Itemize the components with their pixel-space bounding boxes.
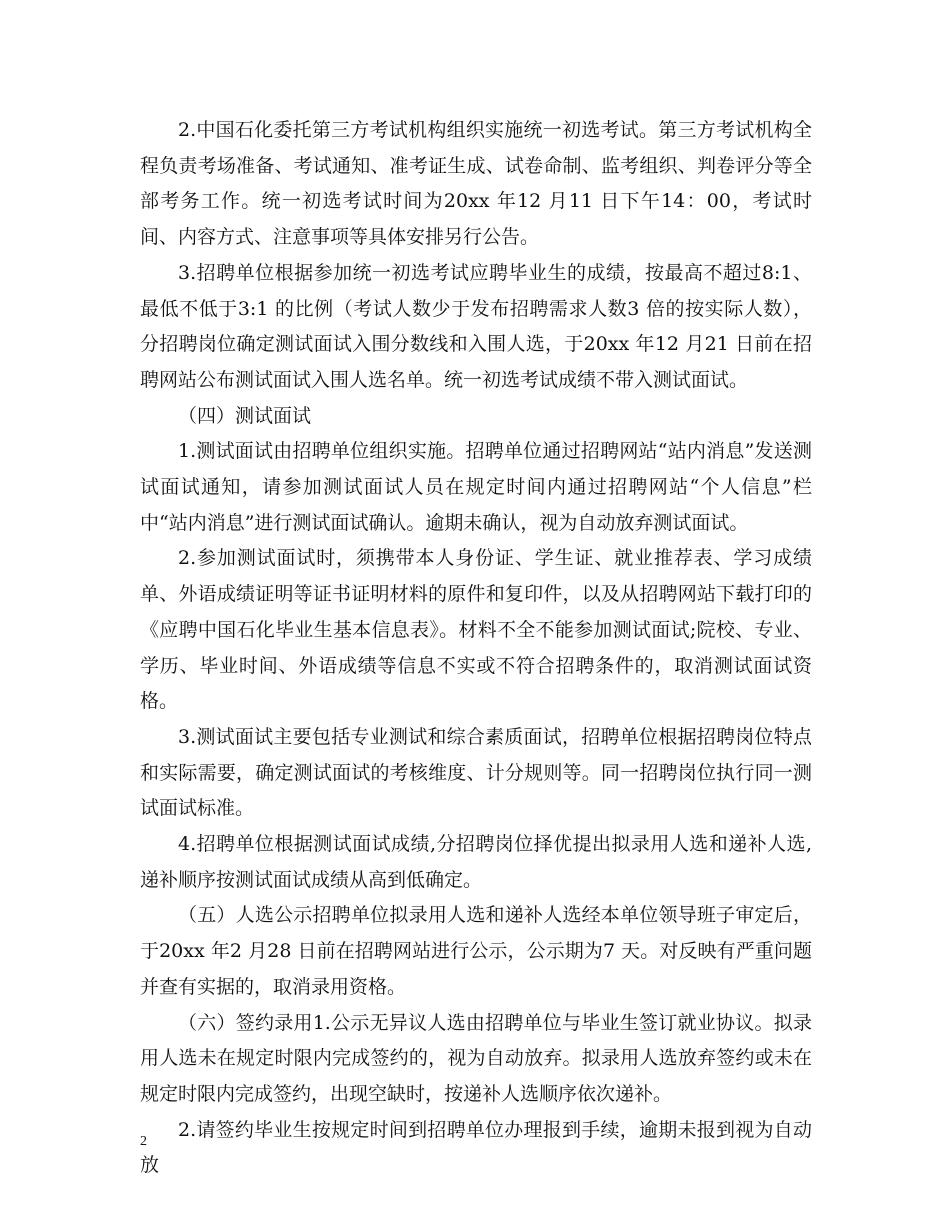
paragraph-signing: （六）签约录用1.公示无异议人选由招聘单位与毕业生签订就业协议。拟录用人选未在规定时限内完成签约的，视为自动放弃。拟录用人选放弃签约或未在规定时限内完成签约，出现空缺时，按递补人选顺序依次递补。 bbox=[140, 1011, 812, 1105]
paragraph-public-notice: （五）人选公示招聘单位拟录用人选和递补人选经本单位领导班子审定后，于20xx 年2 月28 日前在招聘网站进行公示，公示期为7 天。对反映有严重问题并查有实据的，取消录用资格。 bbox=[140, 904, 812, 998]
paragraph-candidate-selection: 4.招聘单位根据测试面试成绩,分招聘岗位择优提出拟录用人选和递补人选,递补顺序按测试面试成绩从高到低确定。 bbox=[140, 833, 812, 891]
paragraph-exam-organization: 2.中国石化委托第三方考试机构组织实施统一初选考试。第三方考试机构全程负责考场准备、考试通知、准考证生成、试卷命制、监考组织、判卷评分等全部考务工作。统一初选考试时间为20xx 年12 月11 日下午14：00，考试时间、内容方式、注意事项等具体安排另行公告。 bbox=[140, 119, 812, 249]
paragraph-interview-materials: 2.参加测试面试时，须携带本人身份证、学生证、就业推荐表、学习成绩单、外语成绩证明等证书证明材料的原件和复印件，以及从招聘网站下载打印的《应聘中国石化毕业生基本信息表》。材料不全不能参加测试面试;院校、专业、学历、毕业时间、外语成绩等信息不实或不符合招聘条件的，取消测试面试资格。 bbox=[140, 547, 812, 713]
paragraph-interview-content: 3.测试面试主要包括专业测试和综合素质面试，招聘单位根据招聘岗位特点和实际需要，确定测试面试的考核维度、计分规则等。同一招聘岗位执行同一测试面试标准。 bbox=[140, 725, 812, 820]
section-heading-interview: （四）测试面试 bbox=[178, 404, 312, 427]
document-body bbox=[140, 113, 812, 1184]
page-number: 2 bbox=[140, 1134, 147, 1149]
paragraph-exam-results: 3.招聘单位根据参加统一初选考试应聘毕业生的成绩，按最高不超过8:1、最低不低于3:1 的比例（考试人数少于发布招聘需求人数3 倍的按实际人数），分招聘岗位确定测试面试入围分数线和入围人选，于20xx 年12 月21 日前在招聘网站公布测试面试入围人选名单。统一初选考试成绩不带入测试面试。 bbox=[140, 261, 812, 391]
paragraph-reporting: 2.请签约毕业生按规定时间到招聘单位办理报到手续，逾期未报到视为自动放 bbox=[140, 1118, 812, 1177]
paragraph-interview-notice: 1.测试面试由招聘单位组织实施。招聘单位通过招聘网站“站内消息”发送测试面试通知，请参加测试面试人员在规定时间内通过招聘网站“个人信息”栏中“站内消息”进行测试面试确认。逾期未确认，视为自动放弃测试面试。 bbox=[140, 440, 812, 534]
